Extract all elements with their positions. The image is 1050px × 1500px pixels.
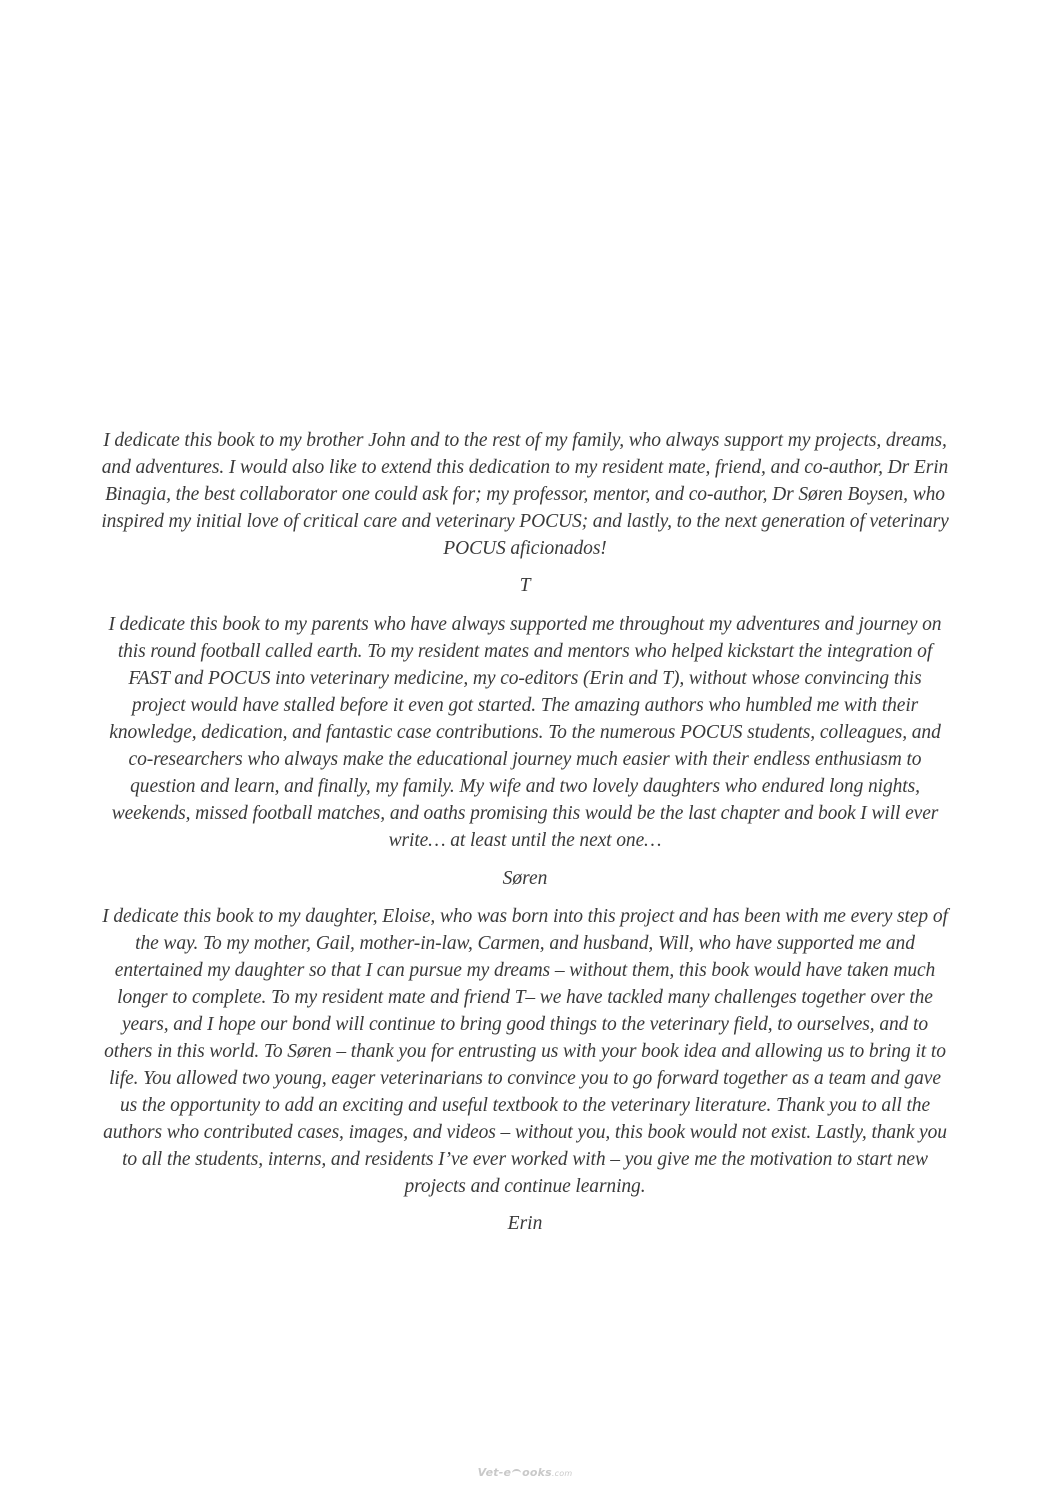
dedications-section xyxy=(100,427,950,1237)
dedication-signature-erin: Erin xyxy=(507,1213,543,1234)
watermark-domain: .com xyxy=(551,1469,573,1478)
dedication-signature-t: T xyxy=(519,575,531,596)
book-icon xyxy=(512,1469,521,1477)
watermark-prefix: Vet-e xyxy=(477,1466,512,1479)
vet-ebooks-watermark xyxy=(0,1466,1050,1479)
dedication-paragraph-erin: I dedicate this book to my daughter, Eloise, who was born into this project and has been with me every step of the way. To my mother, Gail, mother-in-law, Carmen, and husband, Will, who have supported me and entertained my daughter so that I can pursue my dreams – without them, this book would have taken much longer to complete. To my resident mate and friend T– we have tackled many challenges together over the years, and I hope our bond will continue to bring good things to the veterinary field, to ourselves, and to others in this world. To Søren – thank you for entrusting us with your book idea and allowing us to bring it to life. You allowed two young, eager veterinarians to convince you to go forward together as a team and gave us the opportunity to add an exciting and useful textbook to the veterinary literature. Thank you to all the authors who contributed cases, images, and videos – without you, this book would not exist. Lastly, thank you to all the students, interns, and residents I’ve ever worked with – you give me the motivation to start new projects and continue learning. xyxy=(102,906,948,1197)
dedication-signature-soren: Søren xyxy=(502,868,548,889)
watermark-suffix: ooks xyxy=(522,1466,552,1479)
dedication-paragraph-t: I dedicate this book to my brother John and to the rest of my family, who always support my projects, dreams, and adventures. I would also like to extend this dedication to my resident mate, friend, and co-author, Dr Erin Binagia, the best collaborator one could ask for; my professor, mentor, and co-author, Dr Søren Boysen, who inspired my initial love of critical care and veterinary POCUS; and lastly, to the next generation of veterinary POCUS aficionados! xyxy=(101,430,949,559)
dedication-paragraph-soren: I dedicate this book to my parents who have always supported me throughout my adventures and journey on this round football called earth. To my resident mates and mentors who helped kickstart the integration of FAST and POCUS into veterinary medicine, my co-editors (Erin and T), without whose convincing this project would have stalled before it even got started. The amazing authors who humbled me with their knowledge, dedication, and fantastic case contributions. To the numerous POCUS students, colleagues, and co-researchers who always make the educational journey much easier with their endless enthusiasm to question and learn, and finally, my family. My wife and two lovely daughters who endured long nights, weekends, missed football matches, and oaths promising this would be the last chapter and book I will ever write… at least until the next one… xyxy=(108,614,942,851)
